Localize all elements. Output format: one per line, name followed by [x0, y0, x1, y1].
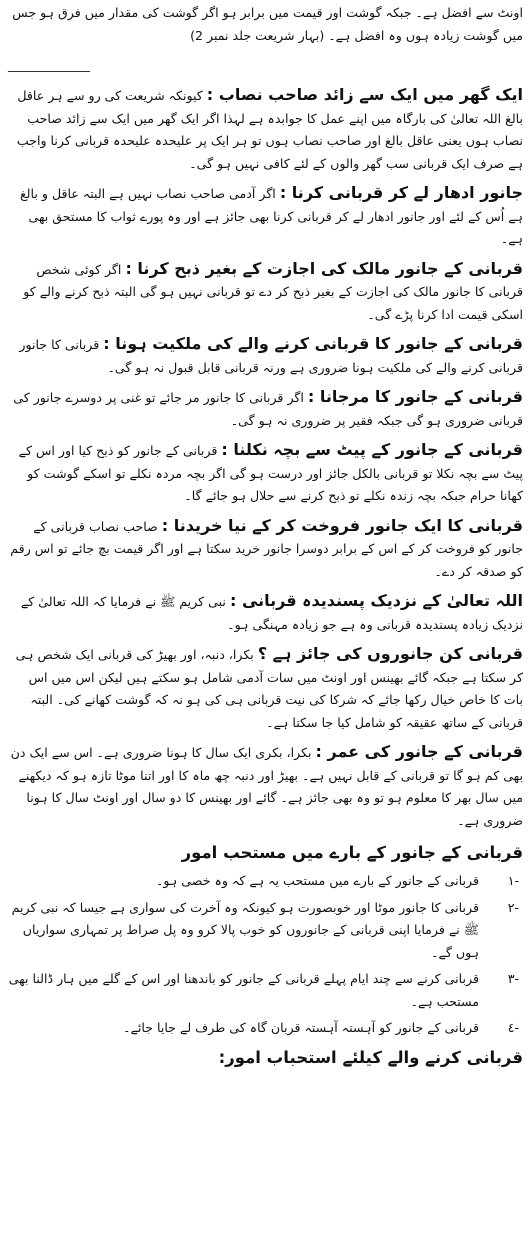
paragraph-text: قربانی کا جانور قربانی کرنے والے کی ملکیت ہونا ضروری ہے ورنہ قربانی قابل قبول نہ ہو گی۔ — [19, 337, 523, 375]
final-heading: قربانی کرنے والے کیلئے استحباب امور: — [218, 1047, 523, 1067]
paragraph-heading: قربانی کے جانور مالک کی اجازت کے بغیر ذبح کرنا : — [125, 258, 523, 278]
list-item — [8, 968, 523, 1013]
paragraph-text: بکرا، بکری ایک سال کا ہونا ضروری ہے۔ اس سے ایک دن بھی کم ہو گا تو قربانی کے قابل نہیں ہے۔ بھیڑ اور دنبہ چھ ماہ کا اور اتنا موٹا تازہ ہو کہ دیکھنے میں سال بھر کا معلوم ہو تو وہ بھی جائز ہے۔ گائے اور بھینس کا دو سال اور اونٹ سال کا ہونا ضروری ہے۔ — [10, 745, 523, 828]
paragraph — [8, 386, 523, 432]
paragraph — [8, 515, 523, 584]
list-item-number: -٣ — [507, 971, 519, 986]
paragraph-text: اگر آدمی صاحب نصاب نہیں ہے البتہ عاقل و بالغ ہے اُس کے لئے اور جانور ادھار لے کر قربانی کرنا بھی جائز ہے اور وہ پورے ثواب کا مستحق بھی ہے۔ — [19, 186, 523, 246]
paragraph-text: بکرا، دنبہ، اور بھیڑ کی قربانی ایک شخص ہی کر سکتا ہے جبکہ گائے بھینس اور اونٹ میں سات آدمی شامل ہو سکتے ہیں لیکن اس میں اس بات کا خاص خیال رکھا جائے کہ شرکا کی نیت قربانی ہی کی ہو نہ کہ گوشت کھانے کی۔ البتہ قربانی کے ساتھ عقیقہ کو شامل کیا جا سکتا ہے۔ — [15, 647, 523, 730]
paragraph — [8, 643, 523, 734]
paragraph — [8, 741, 523, 832]
paragraph-text: اونٹ سے افضل ہے۔ جبکہ گوشت اور قیمت میں برابر ہو اگر گوشت کی مقدار میں فرق ہو جس میں گوشت زیادہ ہوں وہ افضل ہے۔ (بہار شریعت جلد نمبر 2) — [12, 5, 523, 43]
paragraph-heading: قربانی کے جانور کا قربانی کرنے والے کی ملکیت ہونا : — [103, 334, 523, 353]
list-item-text: قربانی کرنے سے چند ایام پہلے قربانی کے جانور کو باندھنا اور اس کے گلے میں ہار ڈالنا بھی مستحب ہے۔ — [8, 971, 479, 1009]
paragraph — [8, 258, 523, 327]
paragraph-text: اگر کوئی شخص قربانی کا جانور مالک کی اجازت کے بغیر ذبح کر دے تو قربانی نہیں ہو گی البتہ ذبح کرنے والے کو اسکی قیمت ادا کرنا پڑے گی۔ — [23, 261, 523, 322]
list-item — [8, 897, 523, 965]
paragraph-text: قربانی کے جانور کو ذبح کیا اور اس کے پیٹ سے بچہ نکلا تو قربانی بالکل جائز اور درست ہو گی اگر بچہ مردہ نکلے تو اسکے گوشت کو کھانا حرام جبکہ بچہ زندہ نکلے تو ذبح کرنے سے حلال ہو جائے گا۔ — [18, 443, 523, 503]
section-title: قربانی کے جانور کے بارے میں مستحب امور — [181, 843, 523, 862]
paragraph-text: اگر قربانی کا جانور مر جائے تو غنی پر دوسرے جانور کی قربانی ضروری ہو گی جبکہ فقیر پر ضروری نہ ہو گی۔ — [13, 390, 523, 428]
paragraph-heading: قربانی کے جانور کے پیٹ سے بچہ نکلنا : — [221, 440, 523, 459]
paragraph-heading: قربانی کا ایک جانور فروخت کر کے نیا خریدنا : — [161, 515, 523, 535]
list-item — [8, 870, 523, 893]
list-item-number: -١ — [507, 873, 519, 888]
paragraph — [8, 590, 523, 636]
paragraph-heading: جانور ادھار لے کر قربانی کرنا : — [279, 183, 523, 202]
paragraph — [8, 333, 523, 379]
divider: _____________ — [8, 57, 90, 72]
paragraph-heading: قربانی کن جانوروں کی جائز ہے ؟ — [257, 644, 523, 663]
paragraph-text: کیونکہ شریعت کی رو سے ہر عاقل بالغ اللہ تعالیٰ کی بارگاہ میں اپنے عمل کا جوابدہ ہے لہذا اگر ایک گھر میں ایک سے زائد صاحب نصاب ہوں یعنی عاقل بالغ اور صاحب نصاب ہوں تو ہر ایک پر علیحدہ علیحدہ قربانی کرنا واجب ہے صرف ایک قربانی سب گھر والوں کے لئے کافی نہیں ہو گی۔ — [16, 88, 523, 171]
list-item — [8, 1017, 523, 1040]
paragraph-heading: اللہ تعالیٰ کے نزدیک پسندیدہ قربانی : — [229, 591, 523, 610]
paragraph-heading: ایک گھر میں ایک سے زائد صاحب نصاب : — [206, 85, 523, 104]
paragraph-text: صاحب نصاب قربانی کے جانور کو فروخت کر کے اس کے برابر دوسرا جانور خرید سکتا ہے اور اگر قیمت بچ جائے تو اس رقم کو صدقہ کر دے۔ — [10, 518, 523, 579]
paragraph-heading: قربانی کے جانور کی عمر : — [315, 742, 523, 761]
paragraph — [8, 439, 523, 508]
paragraph-text: نبی کریم ﷺ نے فرمایا کہ اللہ تعالیٰ کے نزدیک زیادہ پسندیدہ قربانی وہ ہے جو زیادہ مہنگی ہو۔ — [20, 594, 523, 632]
list-item-number: -٤ — [507, 1020, 519, 1035]
paragraph — [8, 84, 523, 175]
paragraph — [8, 182, 523, 251]
list-item-text: قربانی کا جانور موٹا اور خوبصورت ہو کیونکہ وہ آخرت کی سواری ہے جیسا کہ نبی کریم ﷺ نے فرمایا اپنی قربانی کے جانوروں کو خوب پالا کرو وہ پل صراط پر تمہاری سواریاں ہوں گے۔ — [11, 899, 479, 960]
list-item-number: -٢ — [507, 899, 519, 915]
paragraph — [8, 2, 523, 47]
list-item-text: قربانی کے جانور کو آہستہ آہستہ قربان گاہ کی طرف لے جایا جائے۔ — [123, 1020, 479, 1035]
paragraph-heading: قربانی کے جانور کا مرجانا : — [307, 387, 523, 406]
list-item-text: قربانی کے جانور کے بارے میں مستحب یہ ہے کہ وہ خصی ہو۔ — [156, 873, 479, 888]
